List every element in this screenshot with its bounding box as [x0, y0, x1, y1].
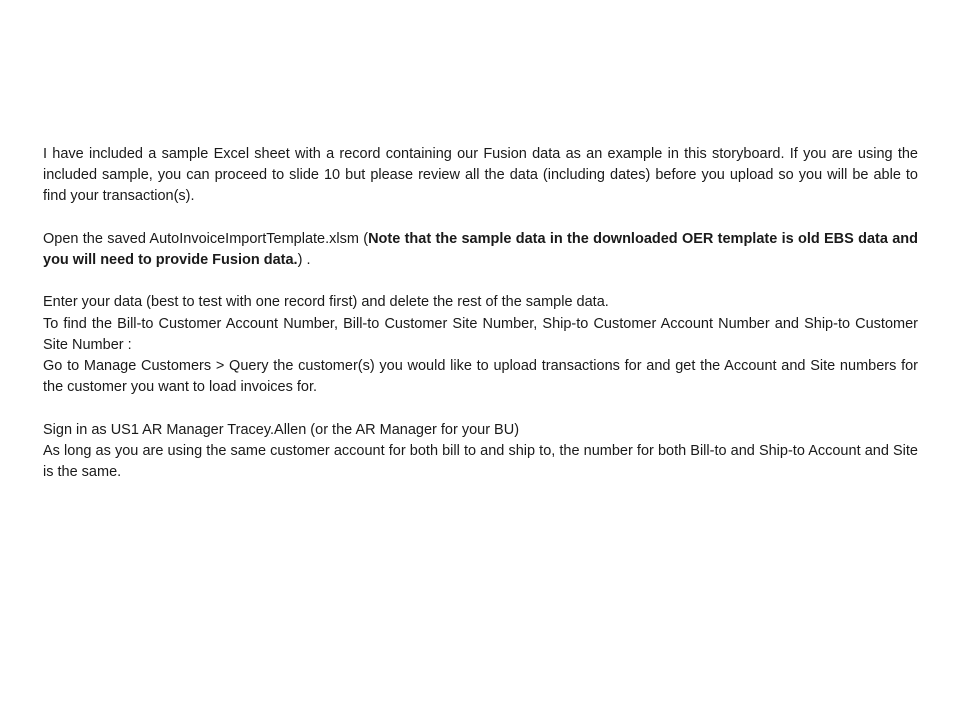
ebs-data-note: Note that the sample data in the downloaded OER template is old EBS data and you will need to provide Fusion data.	[43, 230, 918, 268]
instructions-text-box	[43, 144, 918, 483]
open-template-suffix: ) .	[297, 252, 311, 268]
intro-paragraph: I have included a sample Excel sheet with a record containing our Fusion data as an example in this storyboard. If you are using the included sample, you can proceed to slide 10 but please review all the data (including dates) before you upload so you will be able to find your transaction(s).	[43, 146, 918, 205]
sign-in-paragraph: Sign in as US1 AR Manager Tracey.Allen (or the AR Manager for your BU)	[43, 421, 520, 438]
manage-customers-paragraph: Go to Manage Customers > Query the customer(s) you would like to upload transactions for and get the Account and Site numbers for the customer you want to load invoices for.	[43, 358, 918, 396]
enter-data-paragraph: Enter your data (best to test with one record first) and delete the rest of the sample data.	[43, 294, 609, 311]
same-account-paragraph: As long as you are using the same customer account for both bill to and ship to, the number for both Bill-to and Ship-to Account and Site is the same.	[43, 442, 918, 480]
find-numbers-paragraph: To find the Bill-to Customer Account Number, Bill-to Customer Site Number, Ship-to Customer Account Number and Ship-to Customer Site Number :	[43, 315, 918, 353]
open-template-text: Open the saved AutoInvoiceImportTemplate.xlsm (	[43, 230, 369, 247]
open-template-paragraph	[43, 229, 918, 271]
